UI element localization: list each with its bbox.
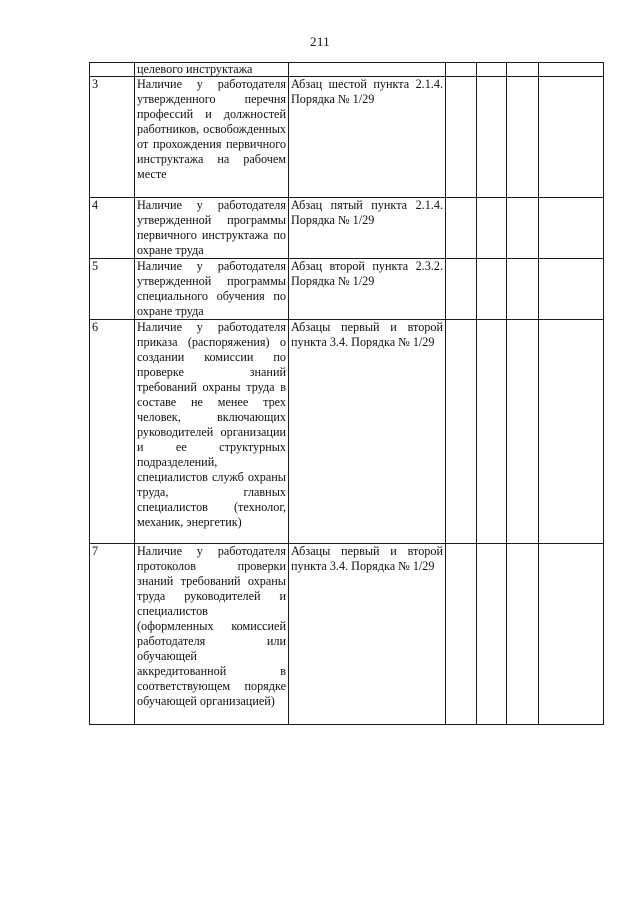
empty-cell: [539, 77, 604, 198]
empty-cell: [477, 544, 507, 725]
empty-cell: [446, 77, 477, 198]
empty-cell: [446, 198, 477, 259]
reference-cell: [289, 63, 446, 77]
number-cell: 6: [90, 320, 135, 544]
requirement-cell: Наличие у работодателя утвержденной программы специального обучения по охране труда: [135, 259, 289, 320]
empty-cell: [539, 544, 604, 725]
empty-cell: [507, 544, 539, 725]
page-number: 211: [310, 34, 330, 49]
requirement-cell: Наличие у работодателя протоколов проверки знаний требований охраны труда руководителей и специалистов (оформленных комиссией работодателя или обучающей аккредитованной в соответствующем порядке обучающей организацией): [135, 544, 289, 725]
reference-cell: Абзац шестой пункта 2.1.4. Порядка № 1/29: [289, 77, 446, 198]
reference-cell: Абзацы первый и второй пункта 3.4. Порядка № 1/29: [289, 544, 446, 725]
table-row: [90, 544, 604, 725]
requirement-cell: Наличие у работодателя утвержденного перечня профессий и должностей работников, освобожденных от прохождения первичного инструктажа на рабочем месте: [135, 77, 289, 198]
table-row: [90, 77, 604, 198]
empty-cell: [446, 259, 477, 320]
requirement-cell: Наличие у работодателя приказа (распоряжения) о создании комиссии по проверке знаний требований охраны труда в составе не менее трех человек, включающих руководителей организации и ее структурных подразделений, специалистов служб охраны труда, главных специалистов (технолог, механик, энергетик): [135, 320, 289, 544]
number-cell: [90, 63, 135, 77]
empty-cell: [446, 63, 477, 77]
requirement-cell: Наличие у работодателя утвержденной программы первичного инструктажа по охране труда: [135, 198, 289, 259]
number-cell: 3: [90, 77, 135, 198]
table-row: [90, 63, 604, 77]
empty-cell: [477, 198, 507, 259]
empty-cell: [539, 63, 604, 77]
empty-cell: [446, 320, 477, 544]
empty-cell: [539, 320, 604, 544]
requirement-cell: целевого инструктажа: [135, 63, 289, 77]
empty-cell: [507, 63, 539, 77]
empty-cell: [446, 544, 477, 725]
checklist-table: [89, 62, 604, 725]
empty-cell: [477, 77, 507, 198]
reference-cell: Абзац пятый пункта 2.1.4. Порядка № 1/29: [289, 198, 446, 259]
reference-cell: Абзацы первый и второй пункта 3.4. Порядка № 1/29: [289, 320, 446, 544]
empty-cell: [477, 320, 507, 544]
empty-cell: [507, 320, 539, 544]
table-row: [90, 259, 604, 320]
table-row: [90, 320, 604, 544]
reference-cell: Абзац второй пункта 2.3.2. Порядка № 1/29: [289, 259, 446, 320]
table-row: [90, 198, 604, 259]
empty-cell: [477, 259, 507, 320]
empty-cell: [507, 77, 539, 198]
empty-cell: [539, 198, 604, 259]
empty-cell: [507, 259, 539, 320]
empty-cell: [477, 63, 507, 77]
number-cell: 7: [90, 544, 135, 725]
empty-cell: [507, 198, 539, 259]
number-cell: 4: [90, 198, 135, 259]
number-cell: 5: [90, 259, 135, 320]
empty-cell: [539, 259, 604, 320]
